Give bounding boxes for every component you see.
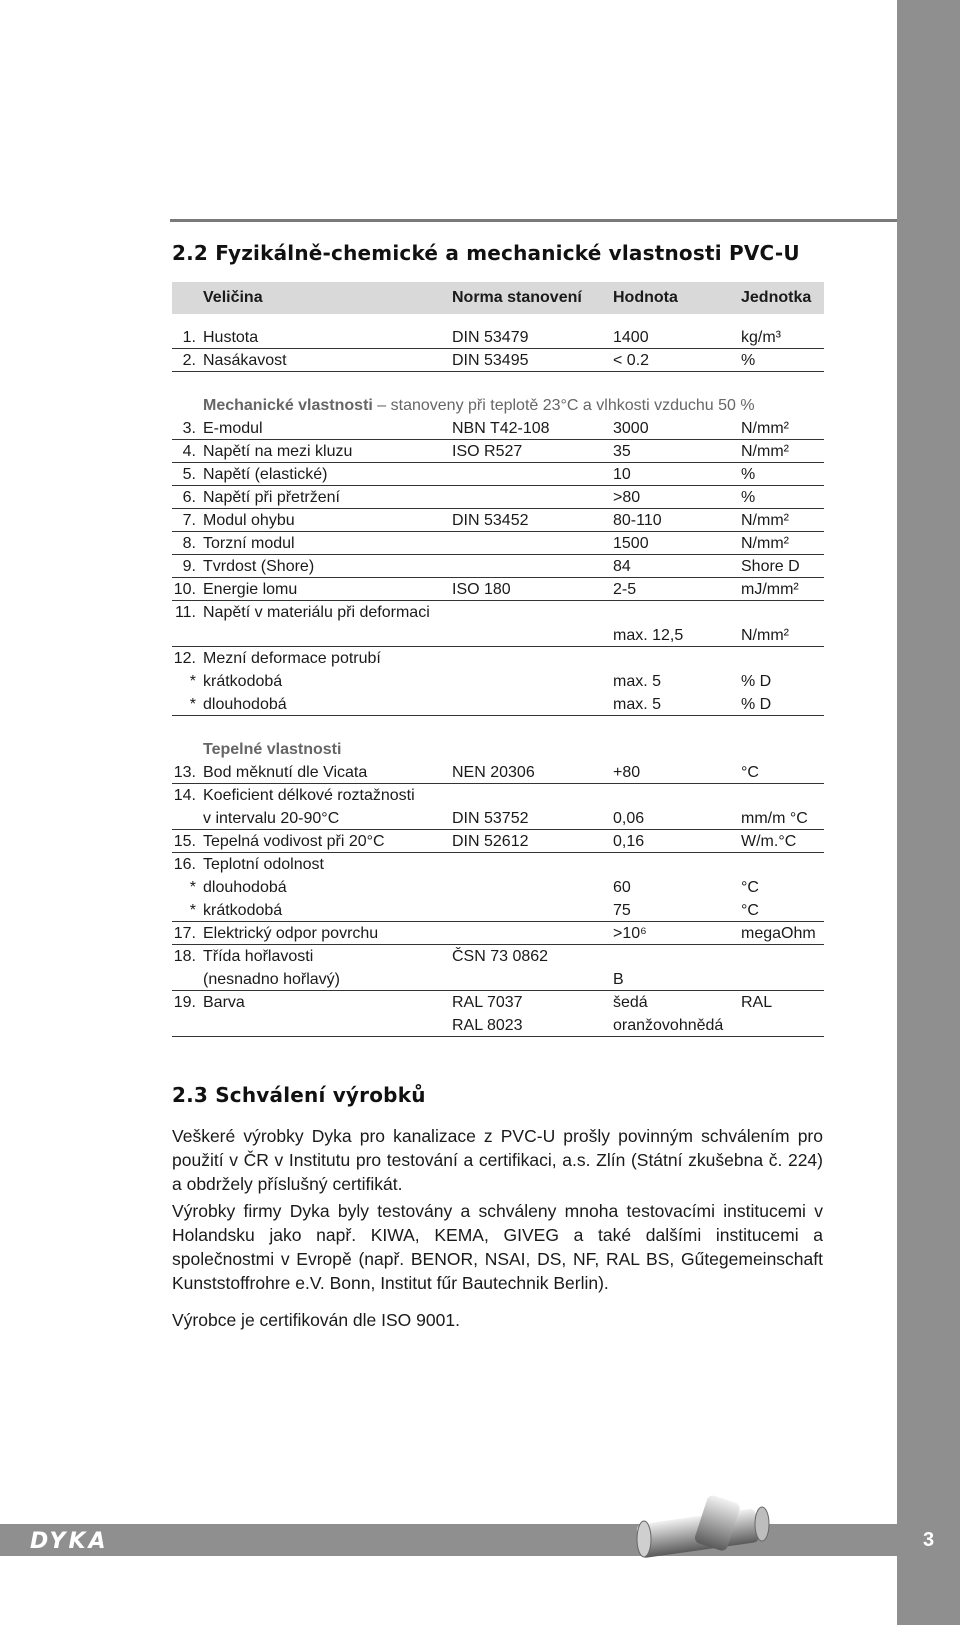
row-number: * — [189, 902, 196, 919]
row-name: (nesnadno hořlavý) — [203, 971, 340, 988]
row-name: dlouhodobá — [203, 879, 287, 896]
row-number: 17. — [173, 925, 196, 942]
row-value: 75 — [613, 902, 631, 919]
row-value: oranžovohnědá — [613, 1017, 724, 1034]
row-unit: % D — [741, 696, 772, 713]
row-unit: N/mm² — [741, 627, 789, 644]
table-row — [172, 601, 824, 624]
row-norm: NEN 20306 — [452, 764, 535, 781]
row-value: 60 — [613, 879, 631, 896]
table-row — [172, 922, 824, 945]
row-unit: °C — [741, 879, 759, 896]
row-number: 5. — [182, 466, 196, 483]
row-norm: ČSN 73 0862 — [452, 948, 549, 965]
basic-rows — [172, 326, 824, 372]
row-norm: DIN 53452 — [452, 512, 529, 529]
pipe-fitting-image — [630, 1494, 780, 1574]
row-norm: NBN T42-108 — [452, 420, 550, 437]
table-row — [172, 647, 824, 670]
table-row — [172, 899, 824, 922]
row-unit: mJ/mm² — [741, 581, 799, 598]
row-unit: % — [741, 352, 756, 369]
row-number: 14. — [173, 787, 196, 804]
row-value: 0,16 — [613, 833, 645, 850]
row-number: 3. — [182, 420, 196, 437]
paragraph-2: Výrobky firmy Dyka byly testovány a schváleny mnoha testovacími institucemi v Holandsku jako např. KIWA, KEMA, GIVEG a také dalšími institucemi a společnostmi v Evropě (např. BENOR, NSAI, DS, NF, RAL BS, Gűtegemeinschaft Kunststoffrohre e.V. Bonn, Institut fűr Bautechnik Berlin). — [172, 1201, 823, 1293]
row-name: Tepelná vodivost při 20°C — [203, 833, 385, 850]
row-name: krátkodobá — [203, 902, 283, 919]
row-norm: DIN 53479 — [452, 329, 529, 346]
row-name: krátkodobá — [203, 673, 283, 690]
row-name: Tvrdost (Shore) — [203, 558, 315, 575]
row-number: 11. — [174, 604, 196, 621]
row-unit: N/mm² — [741, 512, 789, 529]
side-decor-bar — [897, 0, 960, 1625]
row-value: max. 5 — [613, 673, 662, 690]
row-number: 2. — [182, 352, 196, 369]
row-name: dlouhodobá — [203, 696, 287, 713]
row-value: max. 5 — [613, 696, 662, 713]
row-value: >80 — [613, 489, 641, 506]
row-name: E-modul — [203, 420, 263, 437]
row-value: 84 — [613, 558, 631, 575]
table-row — [172, 532, 824, 555]
top-rule — [170, 219, 897, 222]
row-name: Energie lomu — [203, 581, 298, 598]
row-number: 10. — [173, 581, 196, 598]
row-value: 80-110 — [613, 512, 662, 529]
mech-section-title — [172, 394, 824, 417]
row-value: < 0.2 — [613, 352, 650, 369]
row-name: Třída hořlavosti — [203, 948, 314, 965]
row-unit: RAL — [741, 994, 773, 1011]
row-number: * — [189, 696, 196, 713]
table-row — [172, 349, 824, 372]
row-value: max. 12,5 — [613, 627, 684, 644]
thermal-rows — [172, 761, 824, 1037]
row-unit: N/mm² — [741, 443, 789, 460]
row-number: * — [189, 879, 196, 896]
table-header — [172, 282, 824, 314]
table-row — [172, 693, 824, 716]
table-row — [172, 624, 824, 647]
thermal-section-title — [172, 738, 824, 761]
row-unit: N/mm² — [741, 420, 789, 437]
table-row — [172, 509, 824, 532]
row-norm: RAL 8023 — [452, 1017, 523, 1034]
row-number: 16. — [173, 856, 196, 873]
row-name: v intervalu 20-90°C — [203, 810, 340, 827]
table-row — [172, 761, 824, 784]
footer-band — [0, 1524, 960, 1556]
row-unit: N/mm² — [741, 535, 789, 552]
row-number: 8. — [182, 535, 196, 552]
row-name: Nasákavost — [203, 352, 287, 369]
table-row — [172, 991, 824, 1014]
row-name: Elektrický odpor povrchu — [203, 925, 379, 942]
mech-subtitle: – stanoveny při teplotě 23°C a vlhkosti vzduchu 50 % — [372, 397, 755, 414]
table-row — [172, 876, 824, 899]
row-name: Torzní modul — [203, 535, 295, 552]
mech-rows — [172, 417, 824, 716]
row-value: 1400 — [613, 329, 649, 346]
paragraph-3: Výrobce je certifikován dle ISO 9001. — [172, 1310, 460, 1330]
row-name: Bod měknutí dle Vicata — [203, 764, 368, 781]
table-row — [172, 326, 824, 349]
row-name: Napětí (elastické) — [203, 466, 328, 483]
row-unit: °C — [741, 764, 759, 781]
table-row — [172, 945, 824, 968]
row-number: 15. — [173, 833, 196, 850]
row-name: Hustota — [203, 329, 259, 346]
row-norm: DIN 53495 — [452, 352, 529, 369]
row-unit: % — [741, 489, 756, 506]
row-value: 3000 — [613, 420, 649, 437]
row-norm: ISO R527 — [452, 443, 523, 460]
row-unit: °C — [741, 902, 759, 919]
row-name: Napětí na mezi kluzu — [203, 443, 353, 460]
row-number: 12. — [173, 650, 196, 667]
row-unit: Shore D — [741, 558, 800, 575]
row-number: 4. — [182, 443, 196, 460]
row-value: 10 — [613, 466, 631, 483]
row-number: 7. — [182, 512, 196, 529]
header-unit: Jednotka — [741, 289, 812, 306]
row-name: Barva — [203, 994, 245, 1011]
row-name: Koeficient délkové roztažnosti — [203, 787, 415, 804]
row-number: 13. — [173, 764, 196, 781]
row-name: Napětí v materiálu při deformaci — [203, 604, 430, 621]
table-row — [172, 784, 824, 807]
header-name: Veličina — [203, 289, 263, 306]
row-value: B — [613, 971, 624, 988]
row-name: Mezní deformace potrubí — [203, 650, 381, 667]
header-value: Hodnota — [613, 289, 678, 306]
table-row — [172, 440, 824, 463]
paragraph-1: Veškeré výrobky Dyka pro kanalizace z PVC-U prošly povinným schválením pro použití v ČR v Institutu pro testování a certifikaci, a.s. Zlín (Státní zkušebna č. 224) a obdržely příslušný certifikát. — [172, 1126, 823, 1194]
table-row — [172, 417, 824, 440]
table-row — [172, 578, 824, 601]
row-value: 2-5 — [613, 581, 637, 598]
row-value: >10⁶ — [613, 925, 647, 942]
table-row — [172, 830, 824, 853]
page-number: 3 — [922, 1529, 935, 1551]
table-row — [172, 670, 824, 693]
row-unit: kg/m³ — [741, 329, 781, 346]
thermal-title: Tepelné vlastnosti — [203, 741, 342, 758]
table-row — [172, 463, 824, 486]
row-number: 18. — [173, 948, 196, 965]
table-row — [172, 555, 824, 578]
row-value: 35 — [613, 443, 631, 460]
row-name: Teplotní odolnost — [203, 856, 324, 873]
header-norm: Norma stanovení — [452, 289, 582, 306]
row-norm: ISO 180 — [452, 581, 511, 598]
section-heading-2-2: 2.2 Fyzikálně-chemické a mechanické vlastnosti PVC-U — [172, 241, 800, 265]
row-name: Napětí při přetržení — [203, 489, 340, 506]
row-value: šedá — [613, 994, 648, 1011]
row-value: +80 — [613, 764, 641, 781]
row-unit: % — [741, 466, 756, 483]
row-number: 1. — [182, 329, 196, 346]
row-number: 19. — [173, 994, 196, 1011]
row-number: * — [189, 673, 196, 690]
row-value: 0,06 — [613, 810, 645, 827]
row-name: Modul ohybu — [203, 512, 295, 529]
section-heading-2-3: 2.3 Schválení výrobků — [172, 1083, 426, 1107]
table-row — [172, 807, 824, 830]
row-number: 6. — [182, 489, 196, 506]
row-unit: % D — [741, 673, 772, 690]
row-norm: DIN 53752 — [452, 810, 529, 827]
table-row — [172, 853, 824, 876]
row-norm: DIN 52612 — [452, 833, 529, 850]
table-row — [172, 968, 824, 991]
table-row — [172, 1014, 824, 1037]
table-row — [172, 486, 824, 509]
mech-title: Mechanické vlastnosti — [203, 397, 373, 414]
row-unit: W/m.°C — [741, 833, 797, 850]
row-value: 1500 — [613, 535, 649, 552]
row-number: 9. — [182, 558, 196, 575]
row-unit: megaOhm — [741, 925, 816, 942]
row-unit: mm/m °C — [741, 810, 808, 827]
row-norm: RAL 7037 — [452, 994, 523, 1011]
properties-table — [172, 282, 824, 1037]
dyka-logo: DYKA — [30, 1529, 109, 1554]
